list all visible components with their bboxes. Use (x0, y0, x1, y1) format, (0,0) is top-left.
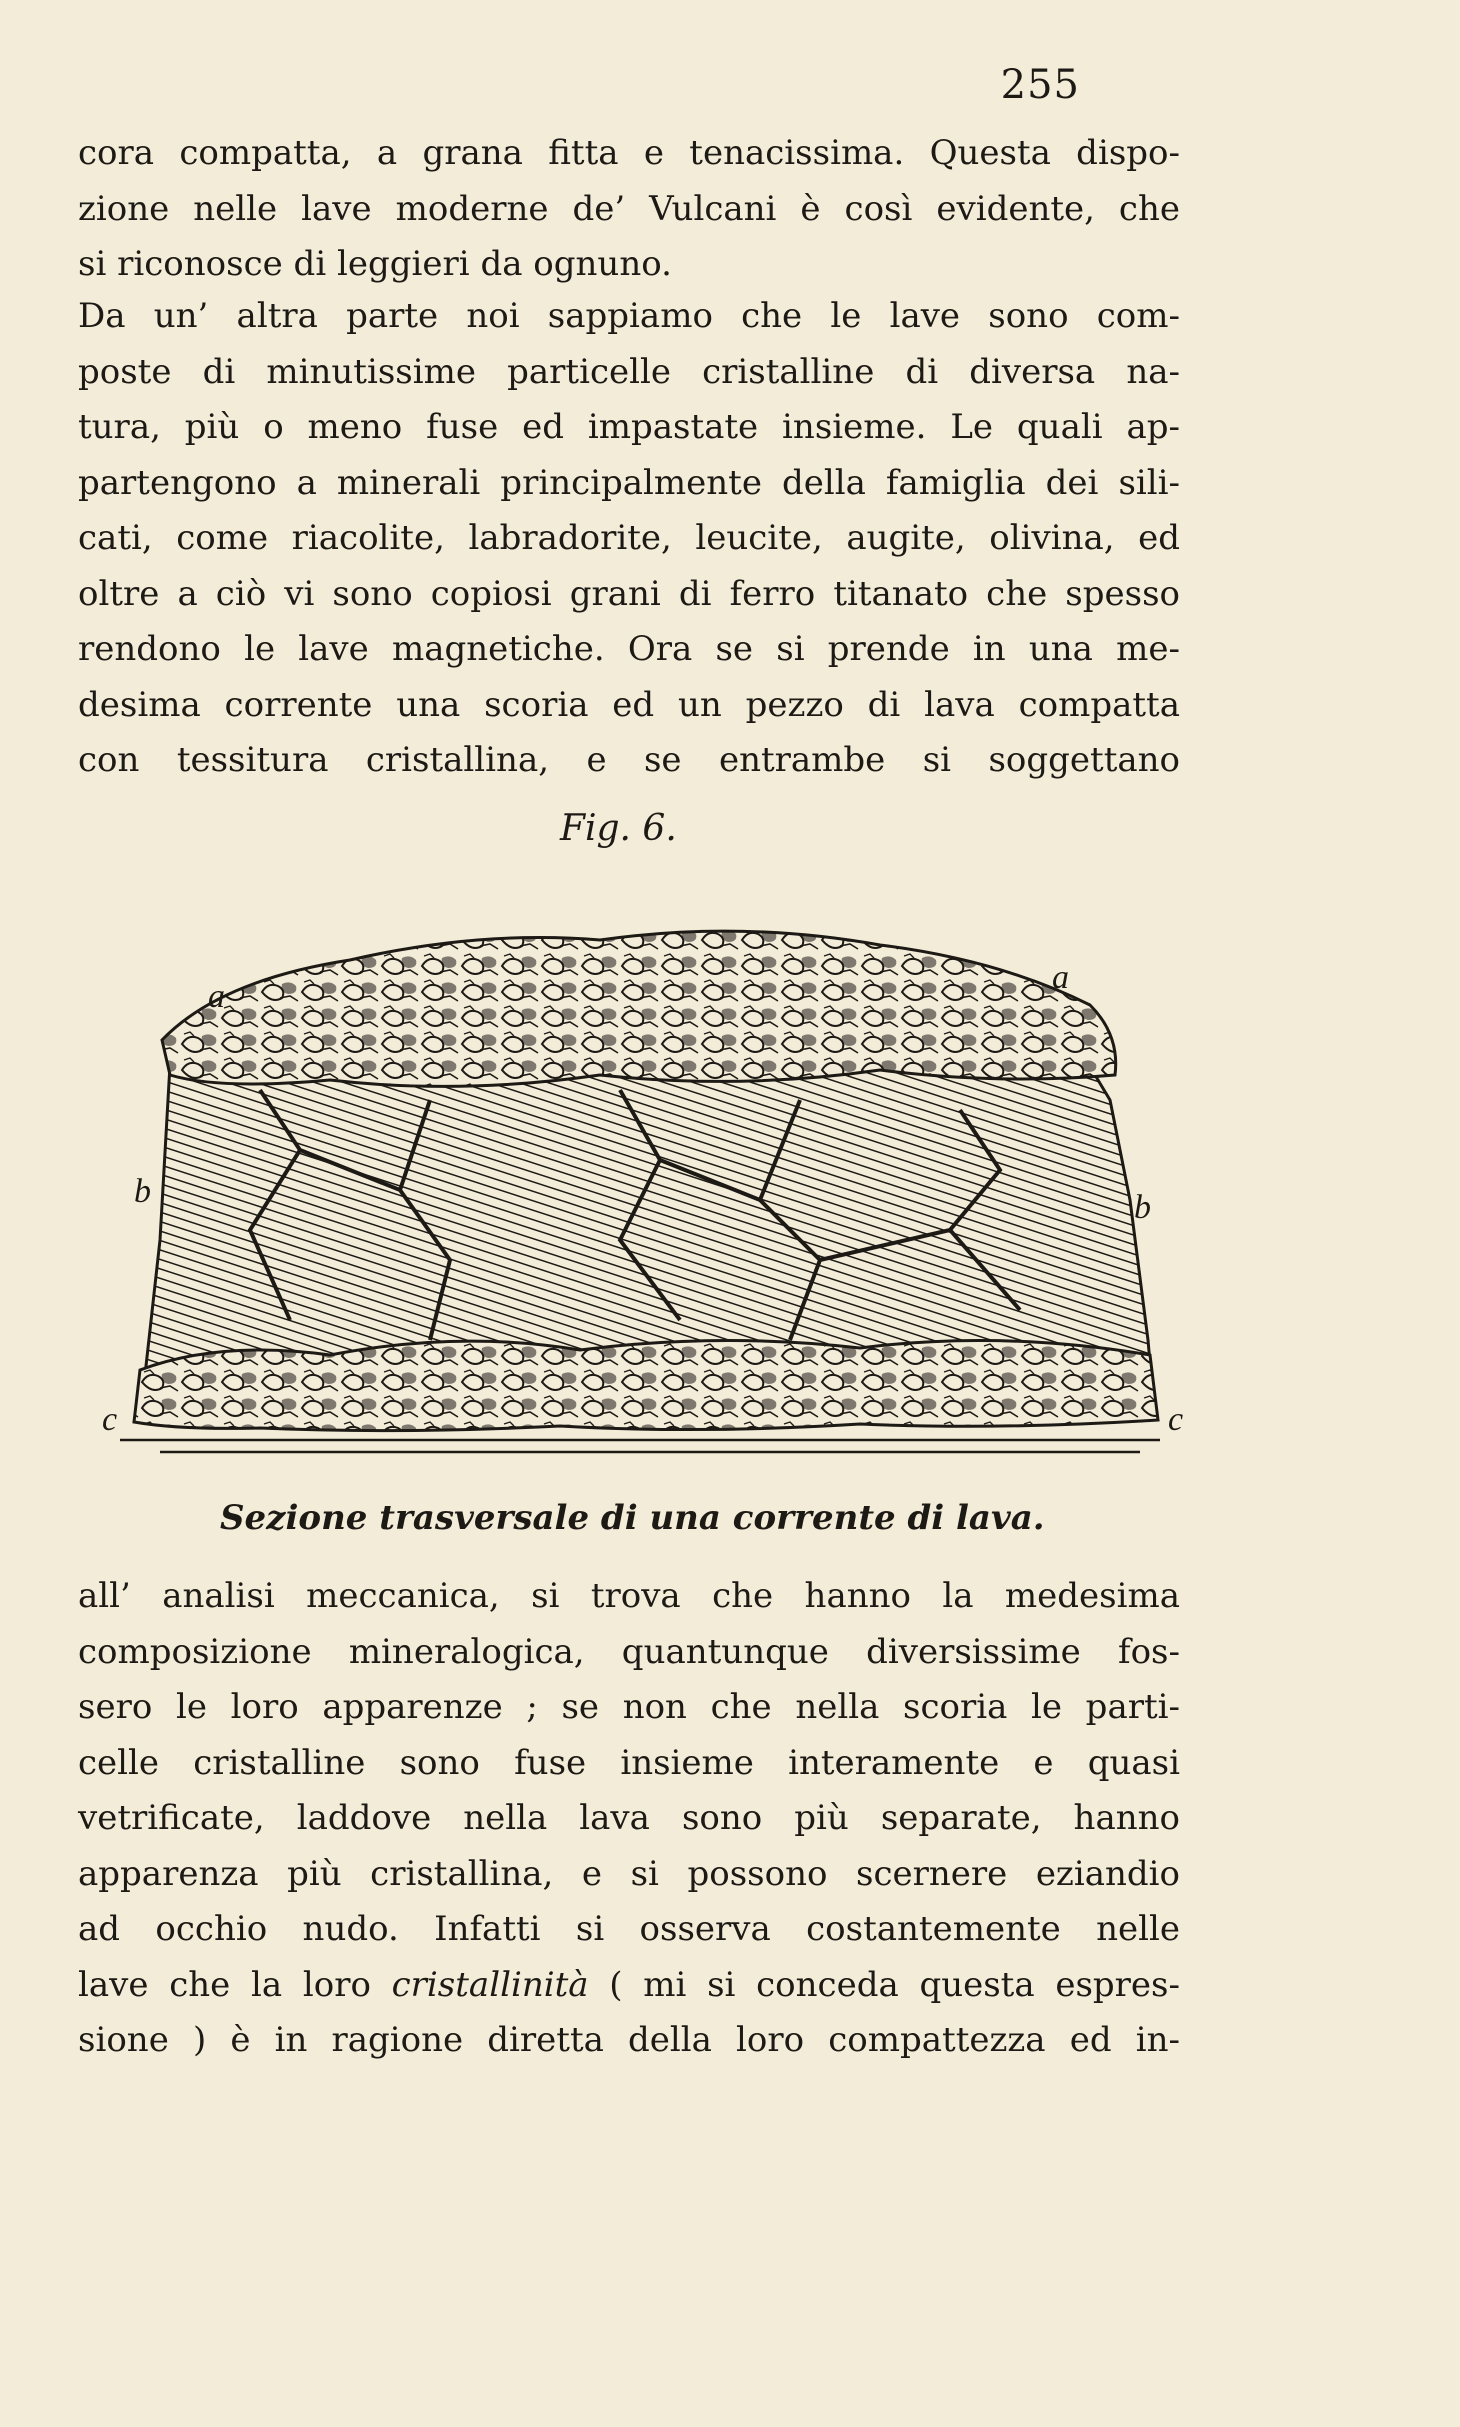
text-line: con tessitura cristallina, e se entrambe si soggettano (78, 740, 1180, 780)
text-line: desima corrente una scoria ed un pezzo di lava compatta (78, 684, 1180, 725)
paragraph-2 (78, 289, 1180, 789)
page-number: 255 (1000, 62, 1080, 108)
text-line: Da un’ altra parte noi sappiamo che le lave sono com- (78, 296, 1180, 336)
text-line: rendono le lave magnetiche. Ora se si prende in una me- (78, 629, 1180, 669)
text-line: cora compatta, a grana fitta e tenacissima. Questa dispo- (78, 133, 1180, 173)
text-line: vetrificate, laddove nella lava sono più separate, hanno (78, 1798, 1180, 1838)
figure-label: Fig. 6. (560, 808, 677, 849)
text-line: composizione mineralogica, quantunque diversissime fos- (78, 1631, 1180, 1672)
lava-section-illustration (100, 900, 1184, 1470)
text-line-mixed (78, 1958, 1180, 2014)
text-line: all’ analisi meccanica, si trova che hanno la medesima (78, 1576, 1180, 1616)
text-line: si riconosce di leggieri da ognuno. (78, 244, 672, 284)
text-line: cati, come riacolite, labradorite, leucite, augite, olivina, ed (78, 518, 1180, 558)
ground-line (120, 1440, 1160, 1452)
text-line: poste di minutissime particelle cristalline di diversa na- (78, 351, 1180, 392)
text-line: sero le loro apparenze ; se non che nella scoria le parti- (78, 1687, 1180, 1727)
text-line: zione nelle lave moderne de’ Vulcani è così evidente, che (78, 188, 1180, 229)
text-line: tura, più o meno fuse ed impastate insieme. Le quali ap- (78, 407, 1180, 447)
marker-b-right: b (1134, 1189, 1151, 1226)
text-line: partengono a minerali principalmente della famiglia dei sili- (78, 462, 1180, 503)
marker-b-left: b (134, 1173, 151, 1210)
text-line: ad occhio nudo. Infatti si osserva costantemente nelle (78, 1909, 1180, 1949)
marker-c-left: c (102, 1401, 118, 1438)
marker-c-right: c (1168, 1401, 1184, 1438)
paragraph-1 (78, 126, 1180, 293)
text-line: apparenza più cristallina, e si possono scernere eziandio (78, 1853, 1180, 1894)
paragraph-3 (78, 1569, 1180, 2069)
text-line: celle cristalline sono fuse insieme interamente e quasi (78, 1742, 1180, 1783)
figure-caption: Sezione trasversale di una corrente di lava. (220, 1498, 1045, 1538)
lower-scoria-layer (134, 1340, 1158, 1430)
italic-term: cristallinità (391, 1964, 589, 2005)
upper-scoria-layer (162, 931, 1116, 1086)
text-line: sione ) è in ragione diretta della loro compattezza ed in- (78, 2020, 1180, 2060)
marker-a-right: a (1052, 959, 1069, 996)
line-segment: lave che la loro (78, 1964, 392, 2005)
text-line: oltre a ciò vi sono copiosi grani di ferro titanato che spesso (78, 573, 1180, 614)
line-segment: ( mi si conceda questa espres- (588, 1964, 1180, 2005)
marker-a-left: a (208, 978, 225, 1015)
